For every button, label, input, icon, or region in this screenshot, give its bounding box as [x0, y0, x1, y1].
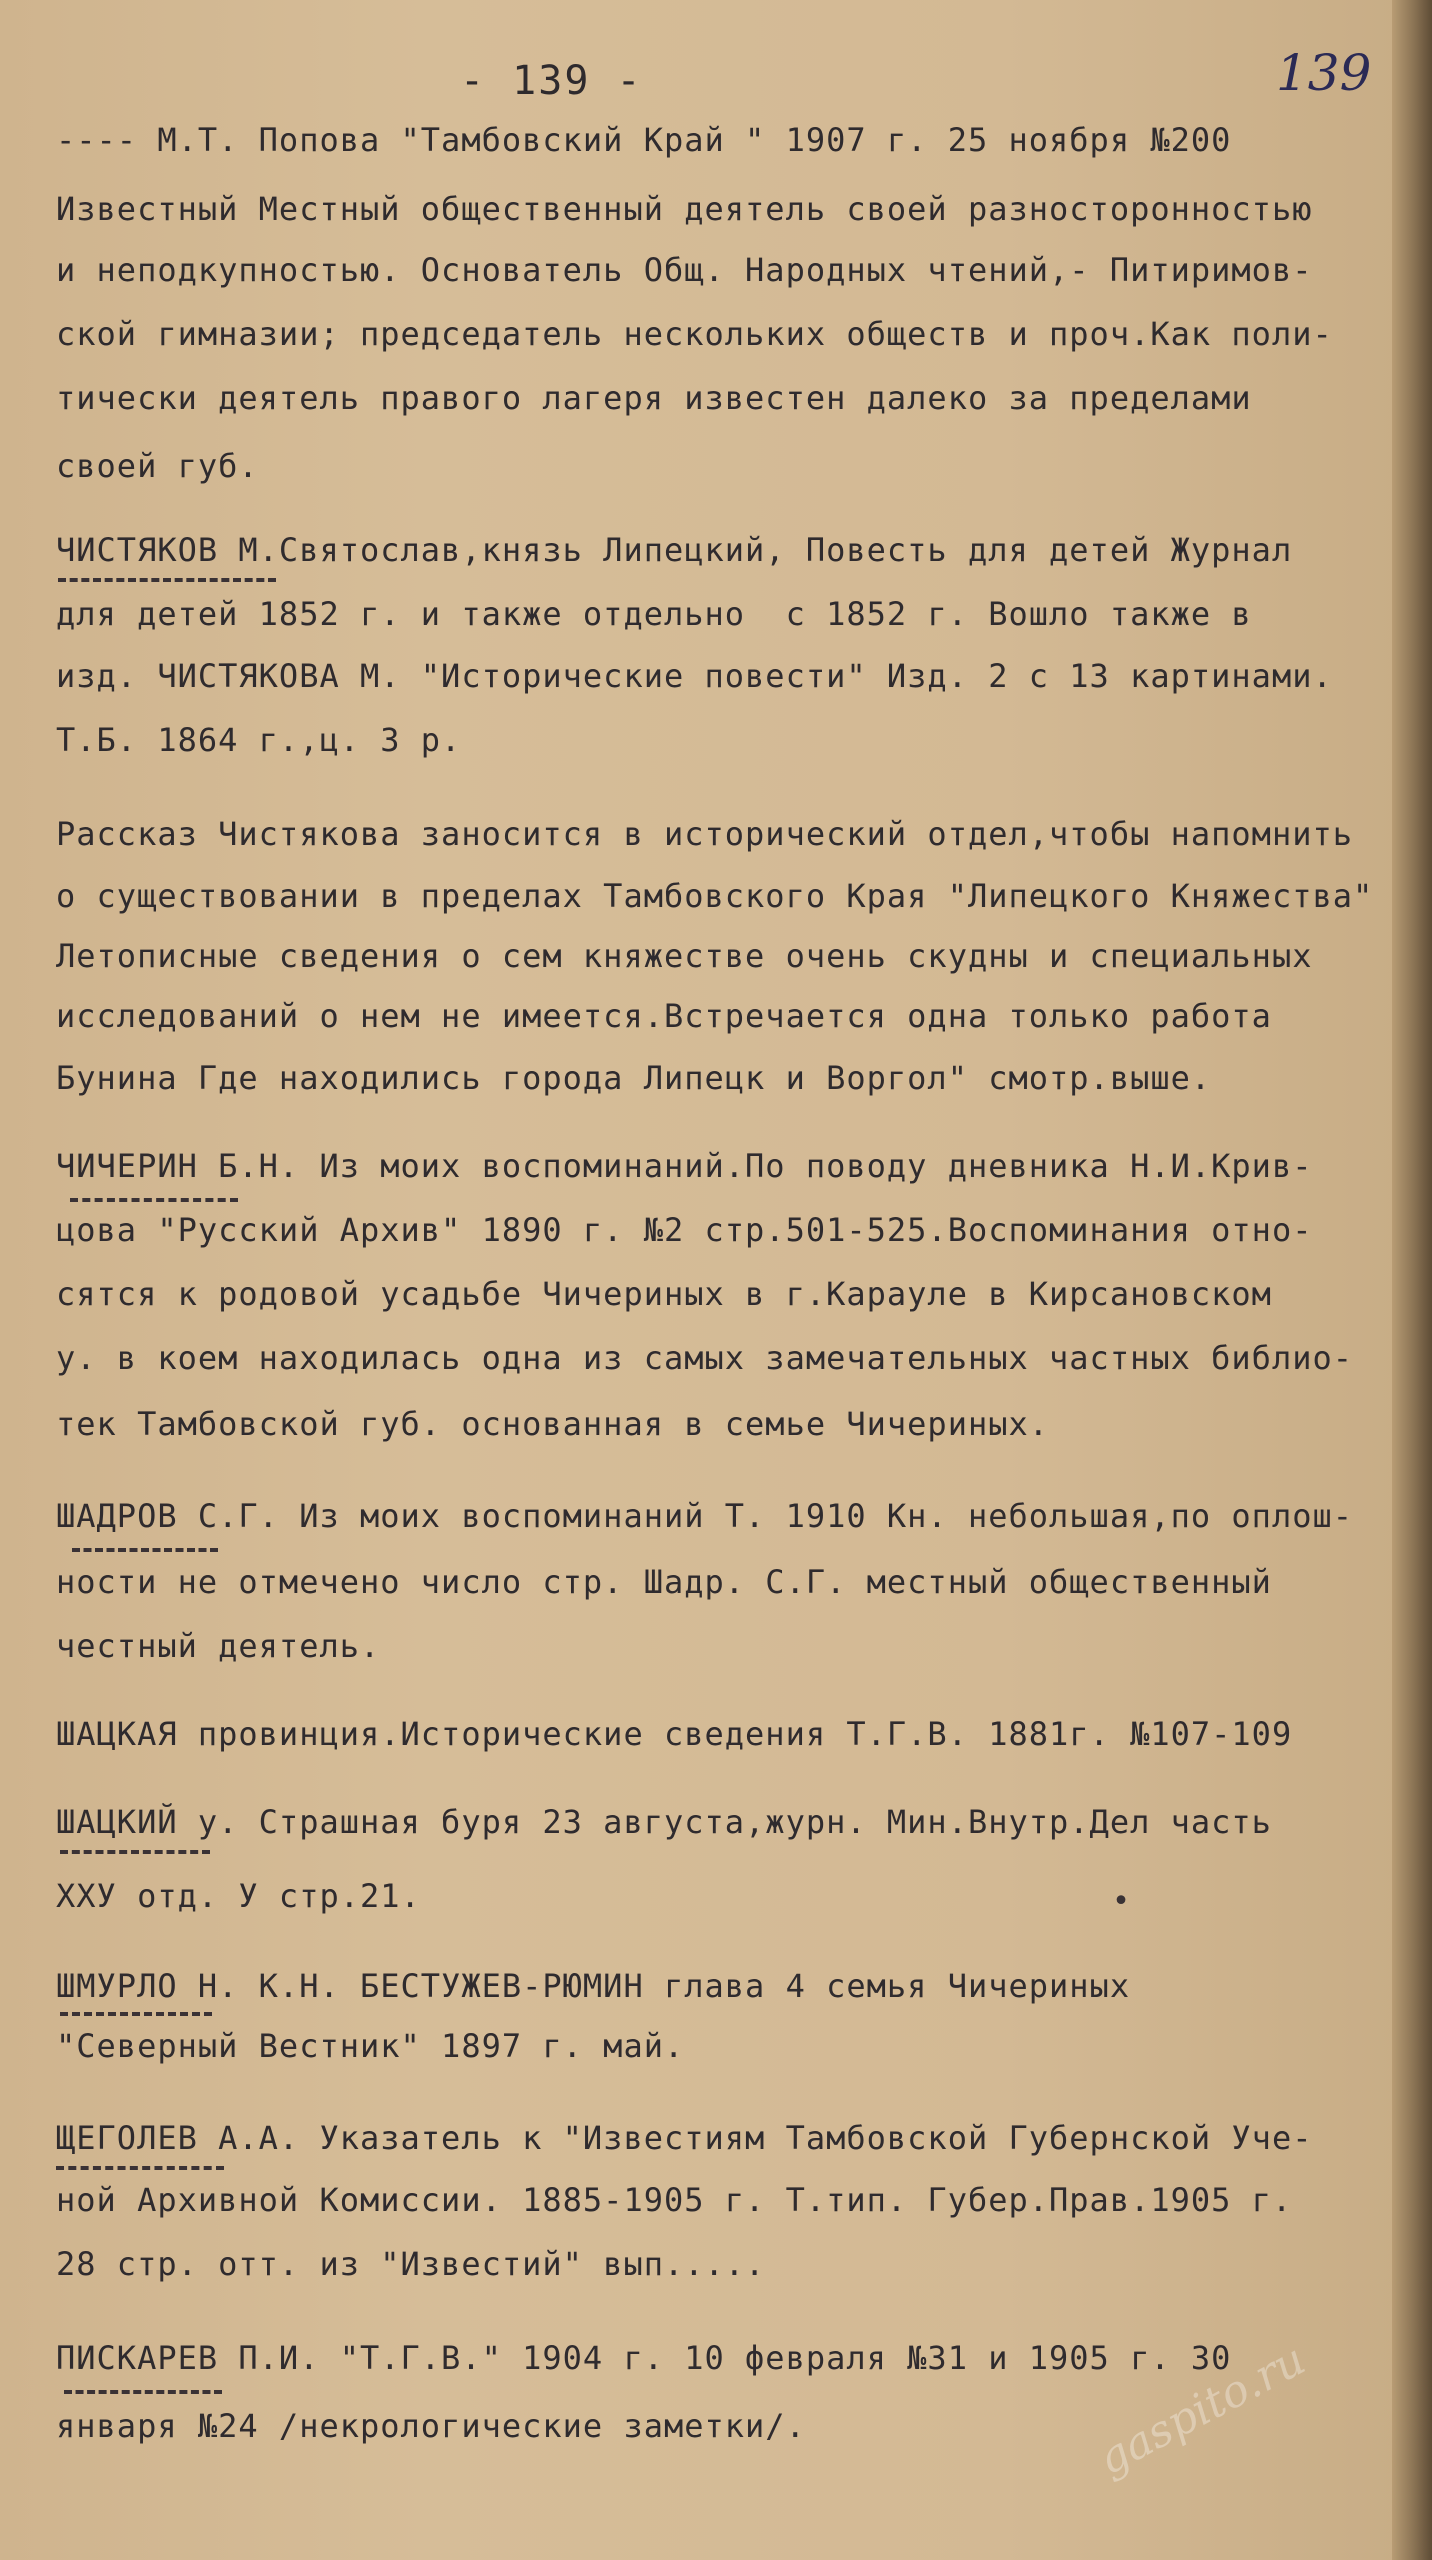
ink-mark: • [1112, 1884, 1131, 1919]
text-line: и неподкупностью. Основатель Общ. Народных чтений,- Питиримов- [56, 251, 1313, 289]
text-line: января №24 /некрологические заметки/. [56, 2407, 806, 2445]
heading-underline [56, 2166, 224, 2170]
heading-underline [72, 1548, 218, 1552]
heading-underline [58, 578, 276, 582]
text-line: Известный Местный общественный деятель своей разносторонностью [56, 190, 1313, 228]
text-line: ности не отмечено число стр. Шадр. С.Г. местный общественный [56, 1563, 1272, 1601]
text-line: "Северный Вестник" 1897 г. май. [56, 2027, 685, 2065]
handwritten-page-number: 139 [1276, 44, 1372, 102]
text-line: ской гимназии; председатель нескольких обществ и проч.Как поли- [56, 315, 1333, 353]
page-binding-edge [1392, 0, 1432, 2560]
text-line: Бунина Где находились города Липецк и Воргол" смотр.выше. [56, 1059, 1212, 1097]
entry-heading-line: ШАЦКАЯ провинция.Исторические сведения Т.Г.В. 1881г. №107-109 [56, 1715, 1293, 1753]
heading-underline [64, 2390, 222, 2394]
entry-heading-line: ЩЕГОЛЕВ А.А. Указатель к "Известиям Тамбовской Губернской Уче- [56, 2119, 1313, 2157]
text-line: Летописные сведения о сем княжестве очень скудны и специальных [56, 937, 1313, 975]
text-line: Т.Б. 1864 г.,ц. 3 р. [56, 721, 462, 759]
text-line: ной Архивной Комиссии. 1885-1905 г. Т.тип. Губер.Прав.1905 г. [56, 2181, 1293, 2219]
text-line: цова "Русский Архив" 1890 г. №2 стр.501-525.Воспоминания отно- [56, 1211, 1313, 1249]
entry-heading-line: ШАЦКИЙ у. Страшная буря 23 августа,журн. Мин.Внутр.Дел часть [56, 1803, 1272, 1841]
text-line: тически деятель правого лагеря известен далеко за пределами [56, 379, 1252, 417]
text-line: XXУ отд. У стр.21. [56, 1877, 421, 1915]
text-line: честный деятель. [56, 1627, 381, 1665]
text-line: своей губ. [56, 447, 259, 485]
text-line: изд. ЧИСТЯКОВА М. "Исторические повести" Изд. 2 с 13 картинами. [56, 657, 1333, 695]
text-line: Рассказ Чистякова заносится в исторический отдел,чтобы напомнить [56, 815, 1353, 853]
entry-heading-line: ПИСКАРЕВ П.И. "Т.Г.В." 1904 г. 10 февраля №31 и 1905 г. 30 [56, 2339, 1232, 2377]
heading-underline [70, 1198, 238, 1202]
text-line: тек Тамбовской губ. основанная в семье Чичериных. [56, 1405, 1050, 1443]
text-line: 28 стр. отт. из "Известий" вып..... [56, 2245, 766, 2283]
entry-heading-line: ЧИЧЕРИН Б.Н. Из моих воспоминаний.По поводу дневника Н.И.Крив- [56, 1147, 1313, 1185]
watermark: gaspito.ru [1090, 2333, 1314, 2486]
text-line: ---- М.Т. Попова "Тамбовский Край " 1907 г. 25 ноября №200 [56, 121, 1232, 159]
entry-heading-line: ЧИСТЯКОВ М.Святослав,князь Липецкий, Повесть для детей Журнал [56, 531, 1293, 569]
text-line: о существовании в пределах Тамбовского Края "Липецкого Княжества" [56, 877, 1374, 915]
text-line: исследований о нем не имеется.Встречается одна только работа [56, 997, 1272, 1035]
heading-underline [60, 1850, 210, 1854]
page-number: - 139 - [460, 58, 643, 104]
text-line: у. в коем находилась одна из самых замечательных частных библио- [56, 1339, 1353, 1377]
entry-heading-line: ШАДРОВ С.Г. Из моих воспоминаний Т. 1910 Кн. небольшая,по оплош- [56, 1497, 1353, 1535]
text-line: для детей 1852 г. и также отдельно с 1852 г. Вошло также в [56, 595, 1252, 633]
text-line: сятся к родовой усадьбе Чичериных в г.Карауле в Кирсановском [56, 1275, 1272, 1313]
heading-underline [60, 2012, 212, 2016]
entry-heading-line: ШМУРЛО Н. К.Н. БЕСТУЖЕВ-РЮМИН глава 4 семья Чичериных [56, 1967, 1131, 2005]
